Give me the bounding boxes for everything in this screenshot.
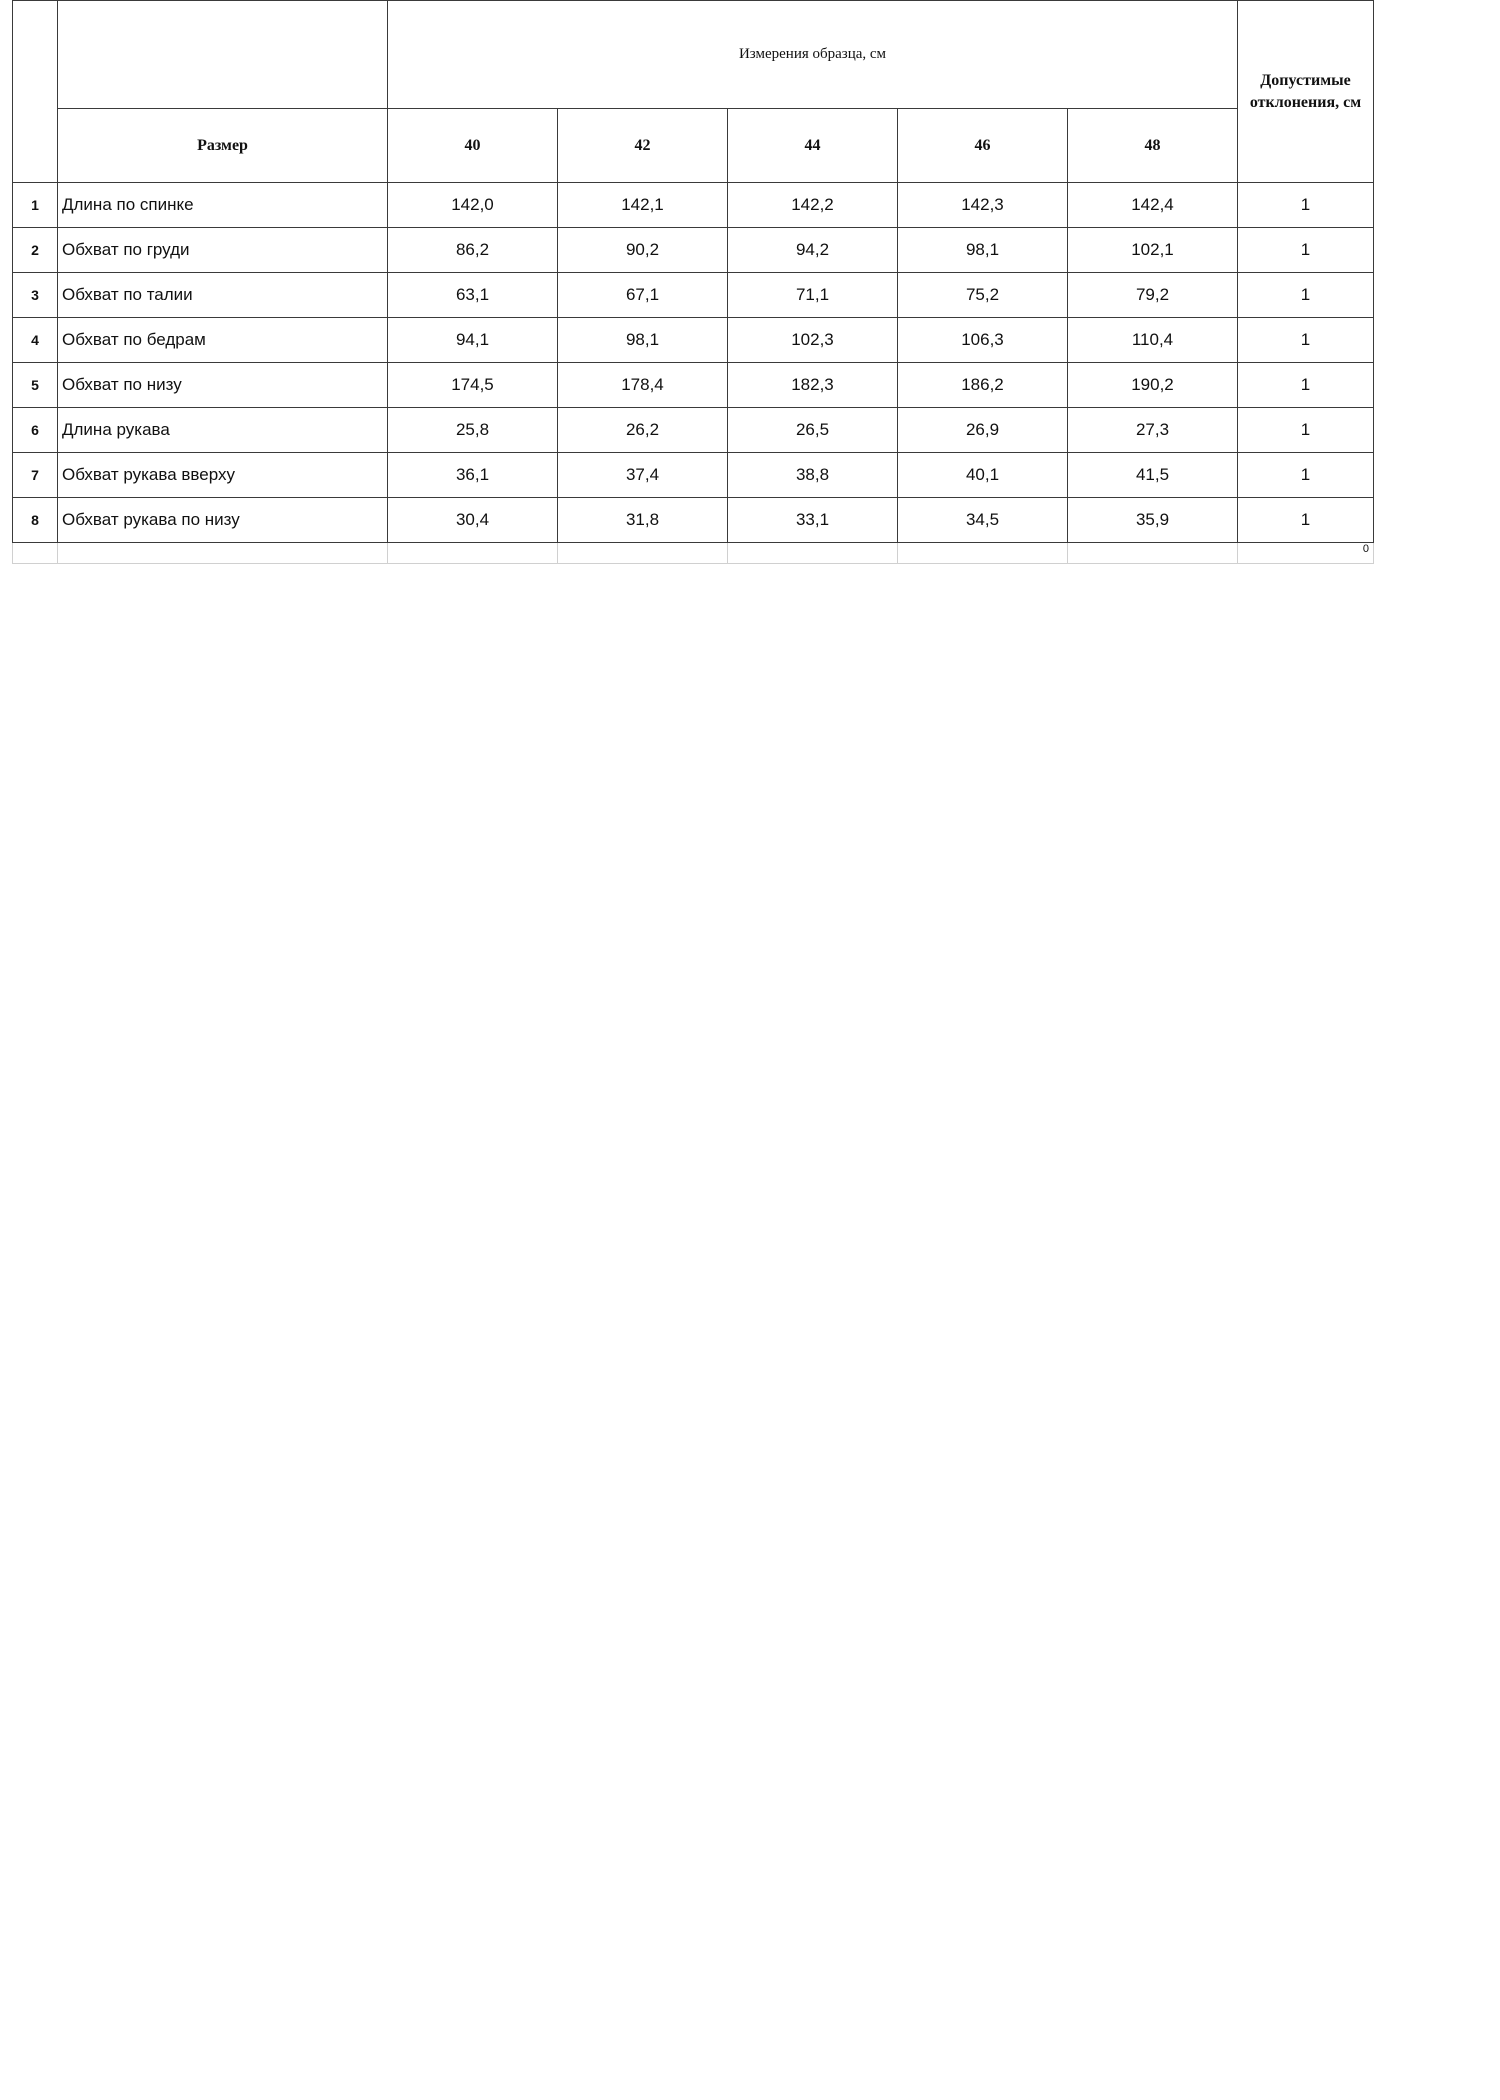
footer-cell [728,543,898,564]
tolerance-value: 1 [1238,228,1374,273]
footer-value: 0 [1238,543,1374,564]
measurement-value: 94,1 [388,318,558,363]
measurement-value: 174,5 [388,363,558,408]
measurement-value: 63,1 [388,273,558,318]
tolerance-value: 1 [1238,498,1374,543]
measurement-value: 142,3 [898,183,1068,228]
measurement-value: 102,3 [728,318,898,363]
footer-cell [898,543,1068,564]
measurement-value: 142,2 [728,183,898,228]
measurement-value: 86,2 [388,228,558,273]
measurement-name: Обхват по талии [58,273,388,318]
footer-cell [558,543,728,564]
tolerance-header: Допустимые отклонения, см [1238,1,1374,183]
measurement-value: 26,2 [558,408,728,453]
table-row [13,183,1374,228]
table-row [13,453,1374,498]
measurement-value: 142,1 [558,183,728,228]
measurement-value: 79,2 [1068,273,1238,318]
tolerance-value: 1 [1238,363,1374,408]
size-header: 48 [1068,109,1238,183]
measurement-value: 37,4 [558,453,728,498]
measurement-value: 94,2 [728,228,898,273]
measurement-name: Длина рукава [58,408,388,453]
size-label: Размер [58,109,388,183]
tolerance-value: 1 [1238,408,1374,453]
size-header: 44 [728,109,898,183]
measurements-title: Измерения образца, см [388,1,1238,109]
measurement-value: 35,9 [1068,498,1238,543]
measurement-value: 110,4 [1068,318,1238,363]
measurement-name: Обхват рукава по низу [58,498,388,543]
measurement-value: 26,9 [898,408,1068,453]
row-number: 4 [13,318,58,363]
row-number: 1 [13,183,58,228]
footer-cell [1068,543,1238,564]
table-row [13,318,1374,363]
measurement-value: 90,2 [558,228,728,273]
measurement-name: Длина по спинке [58,183,388,228]
tolerance-value: 1 [1238,273,1374,318]
measurement-value: 182,3 [728,363,898,408]
measurement-value: 36,1 [388,453,558,498]
corner-cell [13,1,58,183]
footer-row [13,543,1374,564]
tolerance-value: 1 [1238,183,1374,228]
measurement-name: Обхват по груди [58,228,388,273]
measurement-value: 26,5 [728,408,898,453]
footer-cell [388,543,558,564]
measurement-value: 178,4 [558,363,728,408]
measurement-value: 75,2 [898,273,1068,318]
tolerance-value: 1 [1238,453,1374,498]
table-row [13,498,1374,543]
row-number: 5 [13,363,58,408]
measurements-table [12,0,1374,564]
tolerance-value: 1 [1238,318,1374,363]
measurement-value: 98,1 [898,228,1068,273]
row-number: 8 [13,498,58,543]
measurement-value: 25,8 [388,408,558,453]
measurement-value: 41,5 [1068,453,1238,498]
measurement-value: 67,1 [558,273,728,318]
measurement-value: 142,0 [388,183,558,228]
header-row-sizes [13,109,1374,183]
measurement-value: 33,1 [728,498,898,543]
measurement-value: 142,4 [1068,183,1238,228]
measurement-name: Обхват рукава вверху [58,453,388,498]
measurement-value: 98,1 [558,318,728,363]
measurement-value: 30,4 [388,498,558,543]
table-row [13,273,1374,318]
size-header: 46 [898,109,1068,183]
measurement-value: 40,1 [898,453,1068,498]
measurement-value: 71,1 [728,273,898,318]
measurement-value: 38,8 [728,453,898,498]
measurement-value: 102,1 [1068,228,1238,273]
header-blank-cell [58,1,388,109]
measurement-value: 27,3 [1068,408,1238,453]
row-number: 3 [13,273,58,318]
measurement-value: 106,3 [898,318,1068,363]
table-row [13,363,1374,408]
footer-cell [13,543,58,564]
measurement-name: Обхват по низу [58,363,388,408]
measurement-value: 190,2 [1068,363,1238,408]
footer-cell [58,543,388,564]
size-header: 42 [558,109,728,183]
size-header: 40 [388,109,558,183]
table-row [13,228,1374,273]
measurement-name: Обхват по бедрам [58,318,388,363]
measurement-value: 31,8 [558,498,728,543]
measurement-value: 186,2 [898,363,1068,408]
table-row [13,408,1374,453]
row-number: 7 [13,453,58,498]
row-number: 6 [13,408,58,453]
row-number: 2 [13,228,58,273]
measurement-value: 34,5 [898,498,1068,543]
header-row-top [13,1,1374,109]
